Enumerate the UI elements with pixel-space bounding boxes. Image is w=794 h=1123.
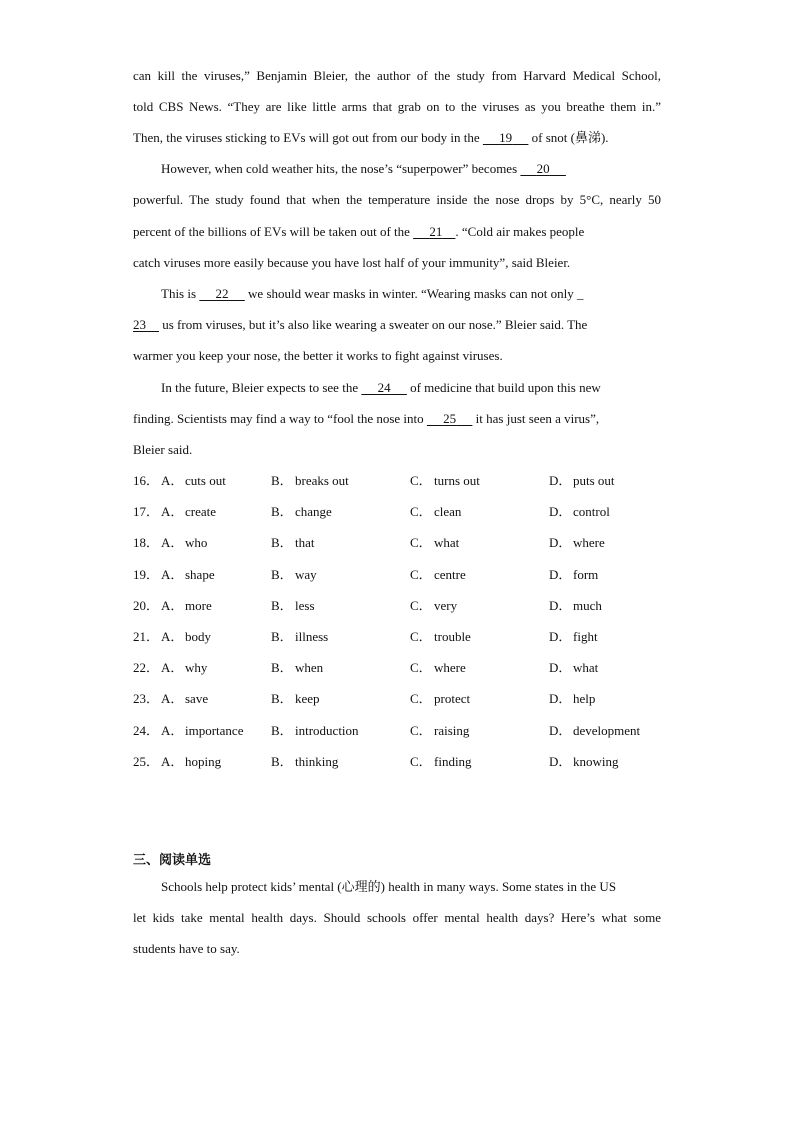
option-letter: C． <box>410 629 432 644</box>
option-text: control <box>573 504 610 519</box>
option-a[interactable] <box>161 690 208 708</box>
option-c[interactable] <box>410 597 457 615</box>
option-b[interactable] <box>271 503 332 521</box>
option-letter: C． <box>410 598 432 613</box>
blank-number: 24 <box>377 380 391 395</box>
option-text: very <box>434 598 458 613</box>
option-text: save <box>185 691 209 706</box>
option-b[interactable] <box>271 597 315 615</box>
question-row <box>133 566 673 584</box>
option-letter: B． <box>271 660 293 675</box>
option-text: shape <box>185 567 215 582</box>
blank-20 <box>520 160 566 178</box>
passage-line <box>133 129 661 147</box>
option-text: change <box>295 504 332 519</box>
option-c[interactable] <box>410 753 472 771</box>
option-d[interactable] <box>549 472 615 490</box>
option-c[interactable] <box>410 722 469 740</box>
option-text: turns out <box>434 473 480 488</box>
option-d[interactable] <box>549 566 598 584</box>
option-letter: B． <box>271 567 293 582</box>
option-text: who <box>185 535 208 550</box>
passage-line <box>161 160 661 178</box>
option-b[interactable] <box>271 534 315 552</box>
passage-text: percent of the billions of EVs will be taken out of the <box>133 224 414 239</box>
blank-19 <box>483 129 529 147</box>
question-row <box>133 659 673 677</box>
option-text: importance <box>185 723 244 738</box>
option-text: form <box>573 567 599 582</box>
option-text: hoping <box>185 754 222 769</box>
option-letter: D． <box>549 629 572 644</box>
passage-text: it has just seen a virus”, <box>472 411 600 426</box>
option-text: when <box>295 660 324 675</box>
option-text: more <box>185 598 212 613</box>
blank-number: 23 <box>133 317 146 332</box>
passage-text: we should wear masks in winter. “Wearing masks can not only _ <box>244 286 584 301</box>
option-a[interactable] <box>161 659 207 677</box>
option-letter: A． <box>161 535 184 550</box>
blank-22 <box>199 285 245 303</box>
option-text: raising <box>434 723 470 738</box>
question-number: 21． <box>133 629 160 644</box>
option-a[interactable] <box>161 722 243 740</box>
passage-line: powerful. The study found that when the temperature inside the nose drops by 5°C, nearly 50 <box>133 192 661 207</box>
option-text: illness <box>295 629 329 644</box>
option-d[interactable] <box>549 628 598 646</box>
question-row <box>133 472 673 490</box>
blank-number: 19 <box>499 130 513 145</box>
question-number: 16． <box>133 473 160 488</box>
option-c[interactable] <box>410 566 466 584</box>
option-b[interactable] <box>271 690 320 708</box>
option-letter: C． <box>410 567 432 582</box>
option-letter: C． <box>410 473 432 488</box>
option-letter: A． <box>161 504 184 519</box>
blank-23 <box>133 316 159 334</box>
passage-line: Schools help protect kids’ mental (心理的) health in many ways. Some states in the US <box>161 879 617 894</box>
question-number: 20． <box>133 598 160 613</box>
question-number: 22． <box>133 660 160 675</box>
option-letter: B． <box>271 723 293 738</box>
option-d[interactable] <box>549 534 605 552</box>
option-letter: A． <box>161 598 184 613</box>
question-number: 25． <box>133 754 160 769</box>
option-b[interactable] <box>271 566 317 584</box>
option-text: less <box>295 598 315 613</box>
option-text: development <box>573 723 641 738</box>
option-letter: D． <box>549 504 572 519</box>
option-d[interactable] <box>549 690 595 708</box>
option-letter: B． <box>271 504 293 519</box>
passage-line: can kill the viruses,” Benjamin Bleier, the author of the study from Harvard Medical School, <box>133 68 661 83</box>
option-text: create <box>185 504 217 519</box>
blank-21 <box>413 223 455 241</box>
option-b[interactable] <box>271 753 338 771</box>
question-row <box>133 628 673 646</box>
option-text: breaks out <box>295 473 349 488</box>
option-text: puts out <box>573 473 615 488</box>
option-letter: C． <box>410 660 432 675</box>
option-letter: C． <box>410 535 432 550</box>
blank-number: 21 <box>429 224 443 239</box>
question-number: 24． <box>133 723 160 738</box>
option-b[interactable] <box>271 659 323 677</box>
option-a[interactable] <box>161 472 226 490</box>
passage-text: us from viruses, but it’s also like wearing a sweater on our nose.” Bleier said. The <box>159 317 588 332</box>
option-letter: B． <box>271 754 293 769</box>
question-row <box>133 597 673 615</box>
option-text: what <box>434 535 460 550</box>
option-b[interactable] <box>271 722 359 740</box>
question-number: 23． <box>133 691 160 706</box>
option-text: way <box>295 567 317 582</box>
option-letter: A． <box>161 723 184 738</box>
option-text: protect <box>434 691 471 706</box>
option-letter: D． <box>549 567 572 582</box>
option-text: centre <box>434 567 466 582</box>
option-letter: B． <box>271 598 293 613</box>
option-d[interactable] <box>549 503 610 521</box>
passage-text: However, when cold weather hits, the nose’s “superpower” becomes <box>161 161 521 176</box>
option-text: introduction <box>295 723 359 738</box>
blank-number: 22 <box>215 286 229 301</box>
question-number: 19． <box>133 567 160 582</box>
option-c[interactable] <box>410 690 470 708</box>
option-c[interactable] <box>410 628 471 646</box>
passage-text: of snot (鼻涕). <box>528 130 609 145</box>
passage-text: . “Cold air makes people <box>455 224 585 239</box>
option-d[interactable] <box>549 659 598 677</box>
blank-24 <box>361 379 407 397</box>
option-letter: C． <box>410 691 432 706</box>
passage-line <box>133 223 661 241</box>
passage-text: Then, the viruses sticking to EVs will got out from our body in the <box>133 130 483 145</box>
option-text: what <box>573 660 599 675</box>
blank-number: 20 <box>536 161 550 176</box>
option-letter: D． <box>549 473 572 488</box>
option-a[interactable] <box>161 597 212 615</box>
option-letter: B． <box>271 691 293 706</box>
option-letter: C． <box>410 754 432 769</box>
question-number: 18． <box>133 535 160 550</box>
option-d[interactable] <box>549 753 619 771</box>
passage-line: let kids take mental health days. Should schools offer mental health days? Here’s what some <box>133 910 661 925</box>
option-letter: A． <box>161 629 184 644</box>
option-letter: C． <box>410 723 432 738</box>
passage-text: In the future, Bleier expects to see the <box>161 380 362 395</box>
option-text: where <box>434 660 466 675</box>
option-b[interactable] <box>271 472 349 490</box>
option-letter: A． <box>161 660 184 675</box>
option-letter: D． <box>549 723 572 738</box>
option-text: much <box>573 598 602 613</box>
question-row <box>133 503 673 521</box>
option-text: thinking <box>295 754 339 769</box>
option-text: where <box>573 535 605 550</box>
passage-line <box>133 410 661 428</box>
option-letter: A． <box>161 473 184 488</box>
option-text: knowing <box>573 754 619 769</box>
passage-line <box>133 316 661 334</box>
option-b[interactable] <box>271 628 328 646</box>
option-text: keep <box>295 691 320 706</box>
option-text: why <box>185 660 208 675</box>
passage-text: This is <box>161 286 200 301</box>
question-row <box>133 690 673 708</box>
section-title: 三、阅读单选 <box>133 853 212 868</box>
option-letter: B． <box>271 629 293 644</box>
option-c[interactable] <box>410 472 480 490</box>
option-text: finding <box>434 754 472 769</box>
passage-line: students have to say. <box>133 941 240 956</box>
option-d[interactable] <box>549 722 640 740</box>
option-letter: D． <box>549 754 572 769</box>
option-text: that <box>295 535 315 550</box>
passage-line: Bleier said. <box>133 442 193 457</box>
option-text: trouble <box>434 629 471 644</box>
option-text: body <box>185 629 211 644</box>
option-letter: C． <box>410 504 432 519</box>
passage-line <box>161 379 661 397</box>
option-letter: B． <box>271 473 293 488</box>
option-c[interactable] <box>410 659 466 677</box>
option-a[interactable] <box>161 566 215 584</box>
option-text: cuts out <box>185 473 226 488</box>
option-a[interactable] <box>161 628 211 646</box>
question-number: 17． <box>133 504 160 519</box>
option-letter: D． <box>549 535 572 550</box>
option-letter: A． <box>161 754 184 769</box>
blank-25 <box>427 410 473 428</box>
option-text: help <box>573 691 596 706</box>
passage-text: of medicine that build upon this new <box>406 380 601 395</box>
passage-line: told CBS News. “They are like little arms that grab on to the viruses as you breathe them in.” <box>133 99 661 114</box>
option-c[interactable] <box>410 534 459 552</box>
option-a[interactable] <box>161 534 207 552</box>
option-a[interactable] <box>161 753 221 771</box>
option-letter: D． <box>549 598 572 613</box>
option-d[interactable] <box>549 597 602 615</box>
question-row <box>133 722 673 740</box>
option-a[interactable] <box>161 503 216 521</box>
option-letter: B． <box>271 535 293 550</box>
option-letter: D． <box>549 691 572 706</box>
passage-line: warmer you keep your nose, the better it works to fight against viruses. <box>133 348 503 363</box>
passage-line: catch viruses more easily because you have lost half of your immunity”, said Bleier. <box>133 255 571 270</box>
option-letter: A． <box>161 567 184 582</box>
blank-number: 25 <box>443 411 457 426</box>
option-letter: A． <box>161 691 184 706</box>
option-text: clean <box>434 504 462 519</box>
passage-line <box>161 285 661 303</box>
option-letter: D． <box>549 660 572 675</box>
passage-text: finding. Scientists may find a way to “fool the nose into <box>133 411 427 426</box>
question-row <box>133 534 673 552</box>
question-row <box>133 753 673 771</box>
option-c[interactable] <box>410 503 461 521</box>
option-text: fight <box>573 629 598 644</box>
